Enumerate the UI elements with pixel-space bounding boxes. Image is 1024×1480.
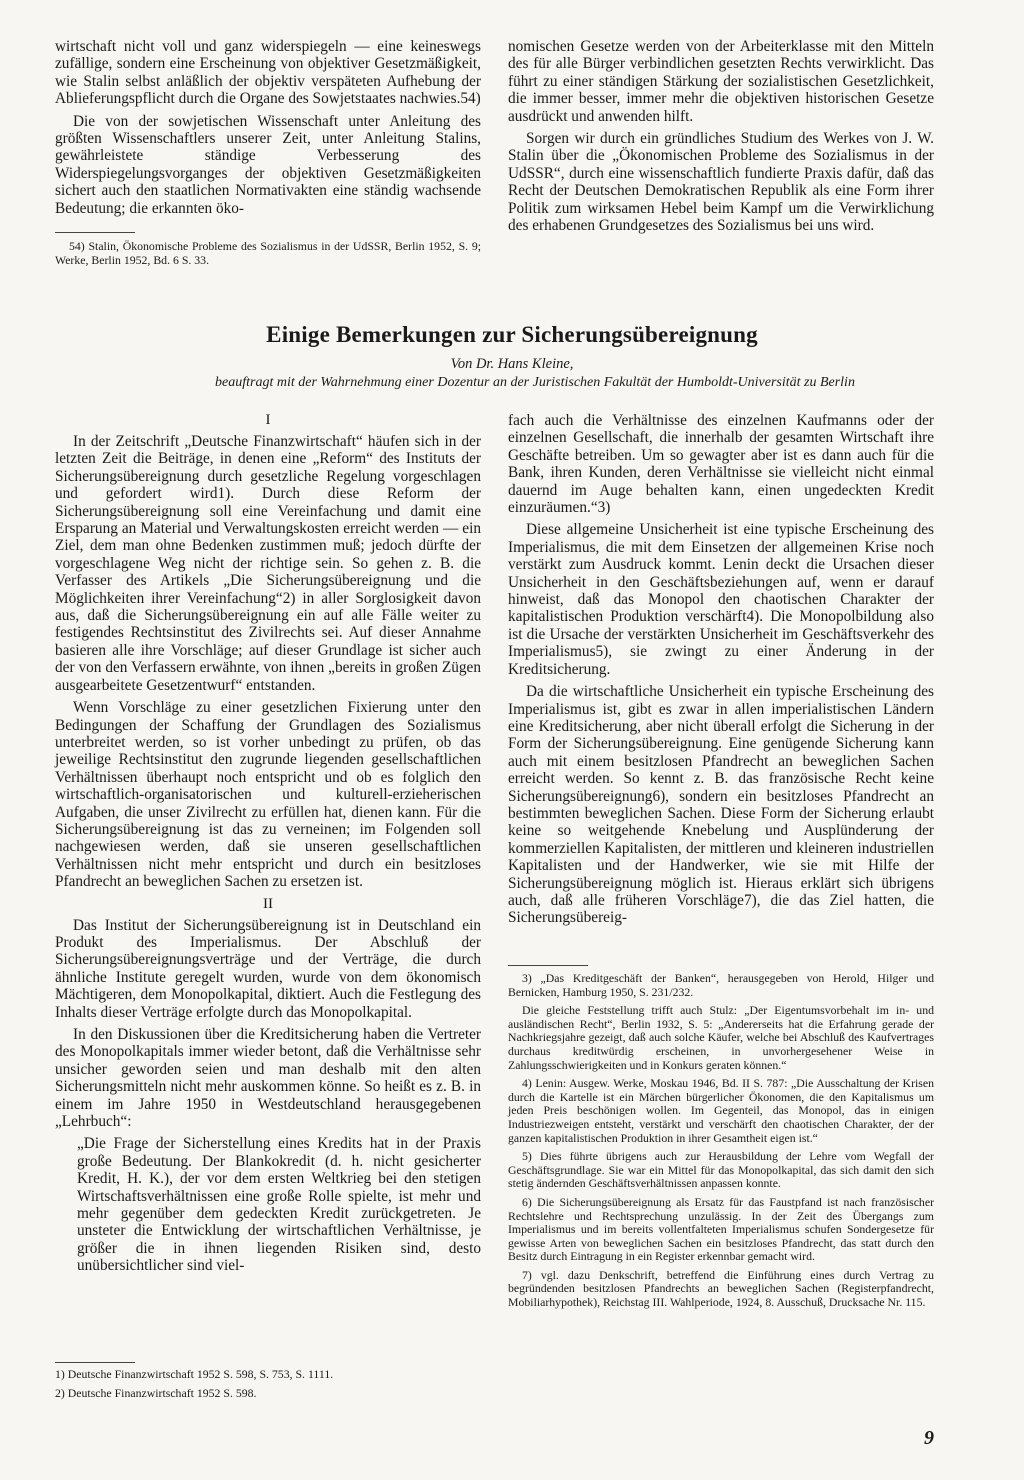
section-number: I: [265, 412, 271, 428]
paragraph: Das Institut der Sicherungsübereignung ist in Deutschland ein Produkt des Imperialismus. Der Abschluß der Sicherungsübereignungsverträge und der Verträge, die durch ähnliche Institute geregelt wurden, wurde von dem ökonomisch Mächtigeren, dem Monopolkapital, diktiert. Auch die Festlegung des Inhalts dieser Verträge erfolgte durch das Monopolkapital.: [55, 916, 481, 1021]
paragraph: fach auch die Verhältnisse des einzelnen Kaufmanns oder der einzelnen Gesellschaft, die innerhalb der gesamten Wirtschaft ihre Geschäfte betreiben. Um so gewagter aber ist es dann auch für die Bank, ihren Kunden, deren Verhältnisse sie vielleicht nicht einmal dauernd im Auge behalten kann, einen ungedeckten Kredit einzuräumen.“3): [508, 412, 934, 517]
footnote-divider: [55, 232, 135, 233]
footnote: 1) Deutsche Finanzwirtschaft 1952 S. 598, S. 753, S. 1111.: [55, 1367, 334, 1381]
article-byline: Von Dr. Hans Kleine,: [450, 356, 574, 372]
paragraph: In der Zeitschrift „Deutsche Finanzwirtschaft“ häufen sich in der letzten Zeit die Beiträge, in denen eine „Reform“ des Instituts der Sicherungsübereignung durch gesetzliche Regelung vorgeschlagen und gefordert wird1). Durch diese Reform der Sicherungsübereignung soll eine Vereinfachung und damit eine Ersparung an Material und Verwaltungskosten erreicht werden — ein Ziel, dem man ohne Bedenken zustimmen muß; jedoch dürfte der vorgeschlagene Weg nicht der richtige sein. So gehen z. B. die Verfasser des Artikels „Die Sicherungsübereignung und die Möglichkeiten ihrer Vereinfachung“2) in aller Sorglosigkeit davon aus, daß die Sicherungsübereignung ein auf alle Fälle weiter zu festigendes Rechtsinstitut des Zivilrechts sei. Auf dieser Annahme basieren alle ihre Vorschläge; auf dieser Grundlage ist sicher auch der von den Verfassern erwähnte, von ihnen „bereits in großen Zügen ausgearbeitete Gesetzentwurf“ entstanden.: [55, 433, 481, 694]
footnote: 2) Deutsche Finanzwirtschaft 1952 S. 598.: [55, 1385, 257, 1400]
top-right-column: [508, 38, 934, 239]
paragraph: Diese allgemeine Unsicherheit ist eine typische Erscheinung des Imperialismus, die mit dem Einsetzen der allgemeinen Krise noch verstärkt zum Ausdruck kommt. Lenin deckt die Ursachen dieser Unsicherheit in den Geschäftsbeziehungen auf, wenn er darauf hinweist, daß das Monopol den chaotischen Charakter der kapitalistischen Produktion verschärft4). Die Monopolbildung also ist die Ursache der verstärkten Unsicherheit im Geschäftsverkehr des Imperialismus5), sie zwingt zu einer Änderung in der Kreditsicherung.: [508, 521, 934, 678]
article-left-column: [55, 412, 481, 1275]
block-quote: „Die Frage der Sicherstellung eines Kredits hat in der Praxis große Bedeutung. Der Blankokredit (d. h. nicht gesicherter Kredit, H. K.), der vor dem ersten Weltkrieg bei den stetigen Wirtschaftsverhältnissen eine große Rolle spielte, ist mehr und mehr gegenüber dem gedeckten Kredit zurückgetreten. Je unsteter die Entwicklung der wirtschaftlichen Verhältnisse, je größer die in ihnen liegenden Risiken sind, desto unübersichtlicher sind viel-: [77, 1135, 481, 1275]
paragraph: wirtschaft nicht voll und ganz widerspiegeln — eine keineswegs zufällige, sondern eine Erscheinung von objektiver Gesetzmäßigkeit, wie Stalin selbst anläßlich der objektiv verspäteten Aufhebung der Ablieferungspflicht durch die Organe des Sowjetstaates nachwies.54): [55, 38, 481, 108]
paragraph: nomischen Gesetze werden von der Arbeiterklasse mit den Mitteln des für alle Bürger verbindlichen gesetzten Rechts verwirklicht. Das führt zu einer ständigen Stärkung der sozialistischen Gesetzlichkeit, die immer besser, immer mehr die objektiven historischen Gesetze ausdrückt und anwenden hilft.: [508, 38, 934, 125]
paragraph: Sorgen wir durch ein gründliches Studium des Werkes von J. W. Stalin über die „Ökonomischen Probleme des Sozialismus in der UdSSR“, durch eine wissenschaftlich fundierte Praxis dafür, daß das Recht der Deutschen Demokratischen Republik als eine Form ihrer Politik zum wirksamen Hebel beim Kampf um die Verwirklichung des erhabenen Grundgesetzes des Sozialismus bei uns wird.: [508, 130, 934, 235]
footnote: 3) „Das Kreditgeschäft der Banken“, herausgegeben von Herold, Hilger und Bernicken, Hamburg 1950, S. 231/232.: [508, 971, 934, 999]
article-title: Einige Bemerkungen zur Sicherungsübereignung: [266, 322, 758, 347]
footnote: Die gleiche Feststellung trifft auch Stulz: „Der Eigentumsvorbehalt im in- und ausländischen Recht“, Berlin 1932, S. 5: „Andererseits hat die Erfahrung gerade der Nachkriegsjahre gezeigt, daß auch solche Käufer, welche bei Abschluß des Kaufvertrages durchaus kreditwürdig erscheinen, in unvorhergesehener Weise in Zahlungsschwierigkeiten und in Konkurs geraten können.“: [508, 1003, 934, 1072]
footnote: 5) Dies führte übrigens auch zur Herausbildung der Lehre vom Wegfall der Geschäftsgrundlage. Sie war ein Mittel für das Monopolkapital, das sich damit den sich stetig ändernden Geschäftsverhältnissen anpassen konnte.: [508, 1149, 934, 1191]
paragraph: Wenn Vorschläge zu einer gesetzlichen Fixierung unter den Bedingungen der Schaffung der Grundlagen des Sozialismus unterbreitet werden, so ist vorher unbedingt zu prüfen, ob das jeweilige Rechtsinstitut den zugrunde liegenden gesellschaftlichen Verhältnissen überhaupt noch entspricht und ob es folglich den wirtschaftlich-organisatorischen und kulturell-erzieherischen Aufgaben, die unser Zivilrecht zu erfüllen hat, dienen kann. Für die Sicherungsübereignung ist das zu verneinen; im Folgenden soll nachgewiesen werden, daß sie unseren gesellschaftlichen Verhältnissen nicht mehr entspricht und durch ein besitzloses Pfandrecht an beweglichen Sachen zu ersetzen ist.: [55, 699, 481, 891]
footnote: 6) Die Sicherungsübereignung als Ersatz für das Faustpfand ist nach französischer Rechtslehre und Rechtsprechung unzulässig. In der Zeit des Übergangs zum Imperialismus und im bereits vollentfalteten Imperialismus schufen Sondergesetze für gewisse Arten von beweglichen Sachen ein besitzloses Pfandrecht, das statt durch den Besitz durch Eintragung in ein Register erkennbar gemacht wird.: [508, 1194, 934, 1264]
paragraph: In den Diskussionen über die Kreditsicherung haben die Vertreter des Monopolkapitals immer wieder betont, daß die Verhältnisse sehr unsicher geworden seien und man deshalb mit den alten Sicherungsmitteln nicht mehr auskommen könne. So heißt es z. B. in einem im Jahre 1950 in Westdeutschland herausgegebenen „Lehrbuch“:: [55, 1026, 481, 1131]
top-left-footnotes: [55, 240, 481, 272]
article-right-column: [508, 412, 934, 932]
footnote-divider: [55, 1362, 135, 1363]
footnote: 4) Lenin: Ausgew. Werke, Moskau 1946, Bd. II S. 787: „Die Ausschaltung der Krisen durch die Kartelle ist ein Märchen bürgerlicher Ökonomen, die den Kapitalismus um jeden Preis beschönigen wollen. Im Gegenteil, das Monopol, das in einigen Industriezweigen entsteht, verstärkt und verschärft den chaotischen Charakter, der der ganzen kapitalistischen Produktion in ihrer Gesamtheit eigen ist.“: [508, 1076, 934, 1145]
paragraph: Da die wirtschaftliche Unsicherheit ein typische Erscheinung des Imperialismus ist, gibt es zwar in allen imperialistischen Ländern eine Kreditsicherung, aber nicht überall erfolgt die Sicherung in der Form der Sicherungsübereignung. Eine genügende Sicherung kann auch mit einem besitzlosen Pfandrecht an beweglichen Sachen erreicht werden. So kennt z. B. das französische Recht keine Sicherungsübereignung6), sondern ein besitzloses Pfandrecht an bestimmten beweglichen Sachen. Diese Form der Sicherung erlaubt keine so weitgehende Knebelung und Ausplünderung der kommerziellen Kapitalisten, der mittleren und kleineren industriellen Kapitalisten und der Handwerker, wie sie mit Hilfe der Sicherungsübereignung möglich ist. Hieraus erklärt sich übrigens auch, daß alle früheren Vorschläge7), die das Ziel hatten, die Sicherungsübereig-: [508, 683, 934, 927]
article-right-footnotes: [508, 972, 934, 1315]
article-left-footnotes: [55, 1368, 481, 1405]
page-number: 9: [924, 1427, 934, 1449]
footnote-divider: [508, 965, 588, 966]
footnote: 54) Stalin, Ökonomische Probleme des Sozialismus in der UdSSR, Berlin 1952, S. 9; Werke, Berlin 1952, Bd. 6 S. 33.: [55, 239, 481, 267]
footnote: 7) vgl. dazu Denkschrift, betreffend die Einführung eines durch Vertrag zu begründenden besitzlosen Pfandrechts an beweglichen Sachen (Registerpfandrecht, Mobiliarhypothek), Reichstag III. Wahlperiode, 1924, 8. Ausschuß, Drucksache Nr. 115.: [508, 1267, 934, 1310]
section-number: II: [263, 895, 273, 912]
top-left-column: [55, 38, 481, 222]
paragraph: Die von der sowjetischen Wissenschaft unter Anleitung des größten Wissenschaftlers unserer Zeit, unter Anleitung Stalins, gewährleistete ständige Verbesserung des Widerspiegelungsvorganges der objektiven Gesetzmäßigkeiten sichert auch den staatlichen Normativakten eine ständig wachsende Bedeutung; die erkannten öko-: [55, 112, 481, 217]
author-affiliation: beauftragt mit der Wahrnehmung einer Dozentur an der Juristischen Fakultät der Humboldt-Universität zu Berlin: [215, 375, 855, 390]
